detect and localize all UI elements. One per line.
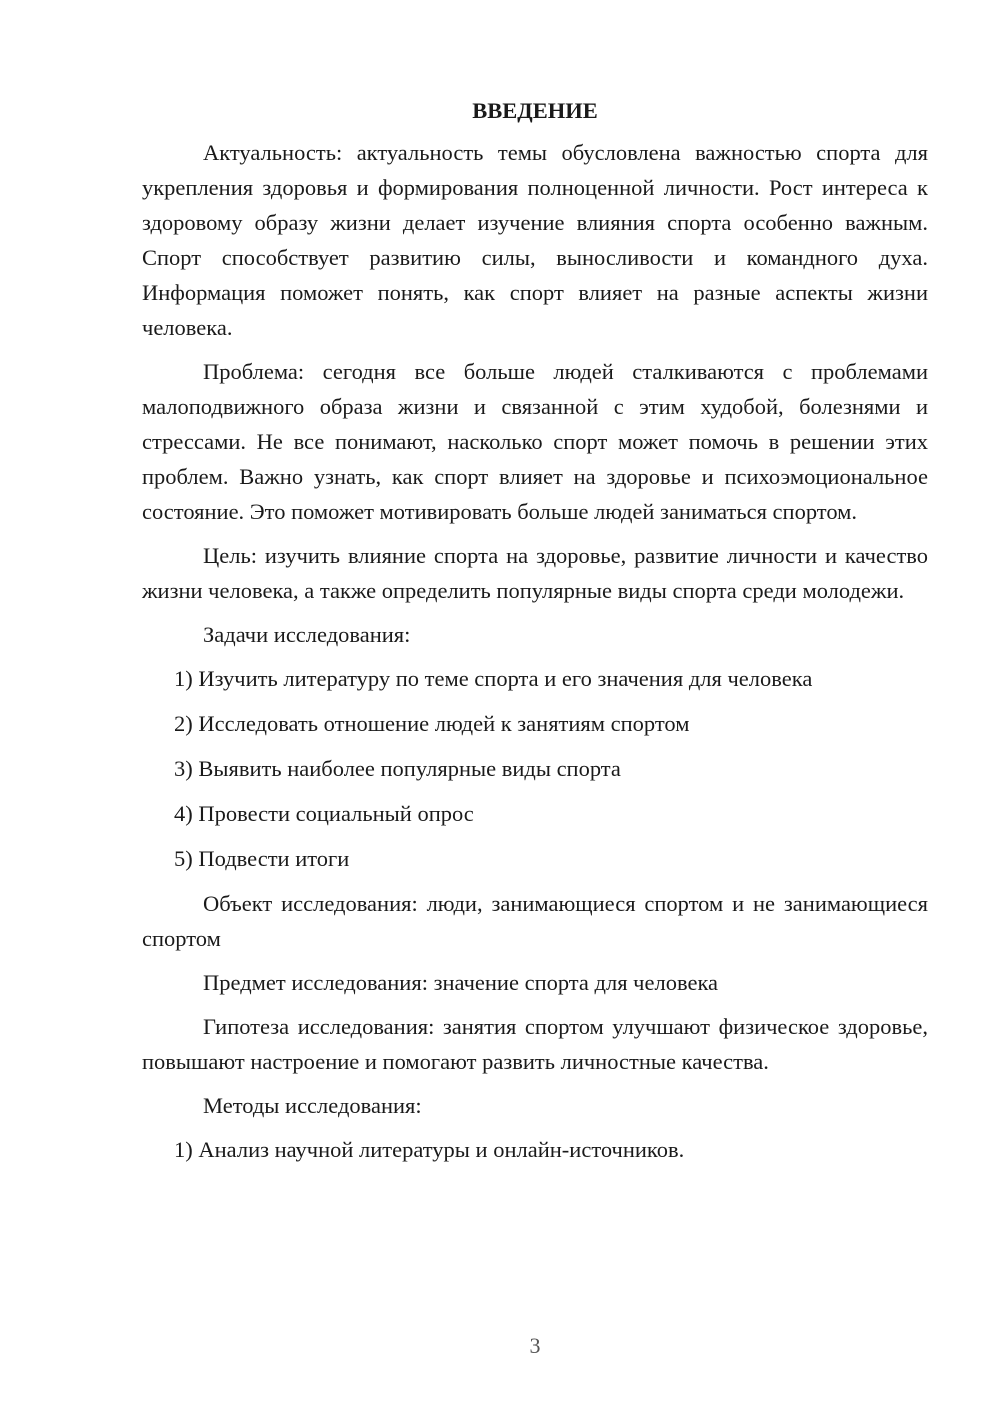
list-item: 1) Анализ научной литературы и онлайн-источников. — [174, 1137, 685, 1162]
problem-paragraph: Проблема: сегодня все больше людей сталкиваются с проблемами малоподвижного образа жизни и связанной с этим худобой, болезнями и стрессами. Не все понимают, насколько спорт может помочь в решении этих проблем. Важно узнать, как спорт влияет на здоровье и психоэмоциональное состояние. Это поможет мотивировать больше людей заниматься спортом. — [142, 359, 928, 524]
tasks-list — [142, 661, 928, 876]
list-item: 2) Исследовать отношение людей к занятиям спортом — [174, 711, 690, 736]
list-item: 4) Провести социальный опрос — [174, 801, 474, 826]
methods-heading: Методы исследования: — [203, 1093, 422, 1118]
tasks-heading: Задачи исследования: — [203, 622, 411, 647]
hypothesis-paragraph: Гипотеза исследования: занятия спортом улучшают физическое здоровье, повышают настроение и помогают развить личностные качества. — [142, 1014, 928, 1074]
goal-paragraph: Цель: изучить влияние спорта на здоровье, развитие личности и качество жизни человека, а также определить популярные виды спорта среди молодежи. — [142, 543, 928, 603]
page-number: 3 — [529, 1333, 541, 1358]
methods-list — [142, 1132, 928, 1167]
list-item: 5) Подвести итоги — [174, 846, 350, 871]
subject-paragraph: Предмет исследования: значение спорта для человека — [203, 970, 719, 995]
list-item: 1) Изучить литературу по теме спорта и его значения для человека — [174, 666, 813, 691]
list-item: 3) Выявить наиболее популярные виды спорта — [174, 756, 621, 781]
object-paragraph: Объект исследования: люди, занимающиеся спортом и не занимающиеся спортом — [142, 891, 928, 951]
relevance-paragraph: Актуальность: актуальность темы обусловлена важностью спорта для укрепления здоровья и формирования полноценной личности. Рост интереса к здоровому образу жизни делает изучение влияния спорта особенно важным. Спорт способствует развитию силы, выносливости и командного духа. Информация поможет понять, как спорт влияет на разные аспекты жизни человека. — [142, 140, 928, 340]
section-heading: ВВЕДЕНИЕ — [472, 98, 598, 123]
document-page — [142, 96, 928, 1177]
